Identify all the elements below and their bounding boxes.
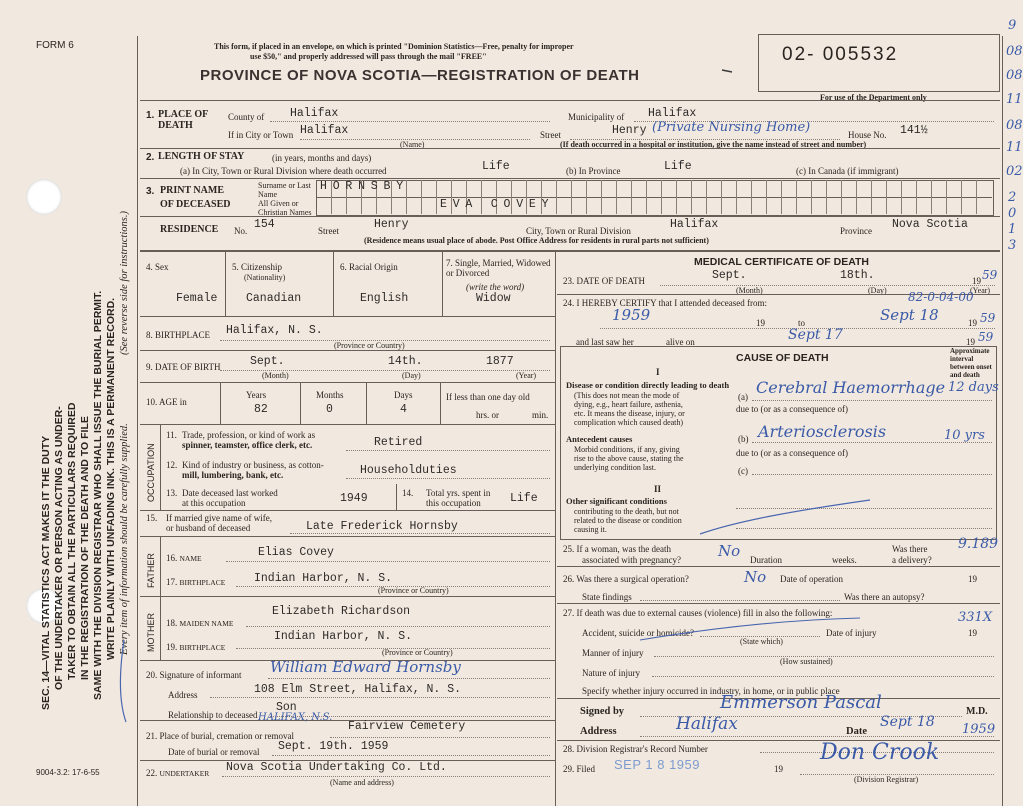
death-month-value: Sept. <box>712 269 747 282</box>
signed-date-value: Sept 18 <box>880 714 935 730</box>
undertaker-label: UNDERTAKER <box>159 769 210 778</box>
cause-c-marker: (c) <box>738 466 748 476</box>
father-name-label: NAME <box>179 554 202 563</box>
margin-code-3: 08 <box>1006 68 1023 83</box>
item-22-label: 22. UNDERTAKER <box>146 768 210 778</box>
margin-code-10: 1 <box>1008 222 1017 237</box>
age-days-value: 4 <box>400 403 407 416</box>
father-birthplace-value: Indian Harbor, N. S. <box>254 572 393 585</box>
physician-signature: Emmerson Pascal <box>720 692 882 713</box>
street-label: Street <box>540 130 561 140</box>
residence-note: (Residence means usual place of abode. Post Office Address for residents in rural parts not sufficient) <box>364 236 709 245</box>
item-28-label: 28. Division Registrar's Record Number <box>563 744 708 754</box>
disease-note-1: (This does not mean the mode of <box>574 391 680 400</box>
father-name-value: Elias Covey <box>258 546 334 559</box>
antecedent-note-2: rise to the above cause, stating the <box>574 454 684 463</box>
item-26-label: 26. Was there a surgical operation? <box>563 574 689 584</box>
dob-month-caption: (Month) <box>262 371 289 380</box>
birthplace-value: Halifax, N. S. <box>226 324 323 337</box>
age-months-label: Months <box>316 390 344 400</box>
item-16-label: 16. NAME <box>166 553 202 563</box>
part-i-label: I <box>656 367 660 377</box>
informant-address-label: Address <box>168 690 198 700</box>
name-grid-cell <box>556 180 557 214</box>
accident-label: Accident, suicide or homicide? <box>582 628 694 638</box>
relationship-value: Son <box>276 701 297 714</box>
last-saw-year: 59 <box>978 330 994 344</box>
citizenship-label: Citizenship <box>241 262 282 272</box>
last-worked-value: 1949 <box>340 492 368 505</box>
length-of-stay-sub: (in years, months and days) <box>272 153 372 163</box>
to-label: to <box>798 318 806 328</box>
item-11-label: 11. <box>166 430 177 440</box>
record-number-label: Division Registrar's Record Number <box>576 744 708 754</box>
stay-city-label: (a) In City, Town or Rural Division where death occurred <box>180 166 387 176</box>
certify-label: I HEREBY CERTIFY that I attended deceased from: <box>576 298 767 308</box>
filed-stamp: SEP 1 8 1959 <box>614 757 700 772</box>
sex-value: Female <box>176 292 218 305</box>
death-day-value: 18th. <box>840 269 875 282</box>
weeks-label: weeks. <box>832 555 857 565</box>
informant-signature: William Edward Hornsby <box>270 658 461 676</box>
name-grid-cell <box>961 180 962 214</box>
attended-to-year: 59 <box>980 311 996 325</box>
total-years-label-2: this occupation <box>426 498 481 508</box>
envelope-note-1: This form, if placed in an envelope, on which is printed "Dominion Statistics—Free, penalty for improper <box>214 42 574 51</box>
citizenship-value: Canadian <box>246 292 302 305</box>
side-instructions-2: OF THE UNDERTAKER OR PERSON ACTING AS UNDER- <box>53 406 65 690</box>
filed-label: Filed <box>576 764 596 774</box>
trade-value: Retired <box>374 436 423 449</box>
municipality-label: Municipality of <box>568 112 625 122</box>
cause-a-value: Cerebral Haemorrhage <box>756 378 946 397</box>
registrar-caption: (Division Registrar) <box>854 775 919 784</box>
form-title: PROVINCE OF NOVA SCOTIA—REGISTRATION OF DEATH <box>200 67 640 84</box>
death-year-caption: (Year) <box>970 286 991 295</box>
item-6-label: 6. Racial Origin <box>340 262 398 272</box>
attended-from-value: 1959 <box>612 306 651 324</box>
item-3-number: 3. <box>146 186 155 197</box>
item-20-label: 20. Signature of informant <box>146 670 242 680</box>
cause-of-death-header: CAUSE OF DEATH <box>736 352 829 364</box>
margin-code-7: 02 <box>1006 164 1023 179</box>
name-grid-cell <box>781 180 782 214</box>
disease-label: Disease or condition directly leading to death <box>566 380 730 390</box>
father-side-label: FATHER <box>146 553 156 588</box>
burial-place-value: Fairview Cemetery <box>348 720 466 733</box>
registration-number: 02- 005532 <box>782 44 899 65</box>
surgery-answer: No <box>744 568 767 586</box>
undertaker-value: Nova Scotia Undertaking Co. Ltd. <box>226 761 447 774</box>
name-grid-cell <box>601 180 602 214</box>
margin-code-5: 08 <box>1006 118 1023 133</box>
mother-maiden-value: Elizabeth Richardson <box>272 605 411 618</box>
last-saw-19: 19 <box>966 337 975 347</box>
physician-address-value: Halifax <box>676 714 738 734</box>
burial-place-prefix: HALIFAX, N.S. <box>258 712 333 723</box>
antecedent-label: Antecedent causes <box>566 434 633 444</box>
death-month-caption: (Month) <box>736 286 763 295</box>
trade-label-1: Trade, profession, or kind of work as <box>182 430 316 440</box>
county-label: County of <box>228 112 265 122</box>
street-value: Henry <box>612 124 647 137</box>
stay-province-value: Life <box>664 160 692 173</box>
dob-day-caption: (Day) <box>402 371 421 380</box>
spouse-value: Late Frederick Hornsby <box>306 520 458 533</box>
print-name-label: PRINT NAME <box>160 185 224 196</box>
name-grid-cell <box>721 180 722 214</box>
relationship-label: Relationship to deceased <box>168 710 258 720</box>
residence-street-label: Street <box>318 226 339 236</box>
city-label: If in City or Town <box>228 130 294 140</box>
filed-year-19: 19 <box>774 764 783 774</box>
father-birthplace-caption: (Province or Country) <box>378 586 449 595</box>
disease-note-3: etc. It means the disease, injury, or <box>574 409 685 418</box>
item-10-label: 10. AGE in <box>146 397 187 407</box>
side-instructions-5: SAME WITH THE DIVISION REGISTRAR WHO SHALL ISSUE THE BURIAL PERMIT. <box>92 290 104 700</box>
of-deceased-label: OF DECEASED <box>160 199 231 210</box>
name-grid-cell <box>931 180 932 214</box>
sex-label: Sex <box>155 262 169 272</box>
dob-year: 1877 <box>486 355 514 368</box>
informant-address-value: 108 Elm Street, Halifax, N. S. <box>254 683 462 696</box>
other-note-3: causing it. <box>574 525 607 534</box>
birthplace-label: BIRTHPLACE <box>155 330 210 340</box>
name-grid-cell <box>811 180 812 214</box>
name-grid-cell <box>751 180 752 214</box>
cause-b-interval: 10 yrs <box>944 428 985 443</box>
state-findings-label: State findings <box>582 592 632 602</box>
birthplace-caption: (Province or Country) <box>334 341 405 350</box>
industry-label-1: Kind of industry or business, as cotton- <box>182 460 324 470</box>
total-years-value: Life <box>510 492 538 505</box>
margin-code-9: 0 <box>1008 206 1017 221</box>
name-grid-cell <box>886 180 887 214</box>
side-instructions-4: IN THE REGISTRATION OF THE DEATH AND TO FILE <box>79 416 91 680</box>
name-grid-cell <box>871 180 872 214</box>
envelope-note-2: use $50," and properly addressed will pass through the mail "FREE" <box>250 52 487 61</box>
residence-no-value: 154 <box>254 218 275 231</box>
item-7-label: 7. Single, Married, Widowed or Divorced <box>446 258 551 278</box>
death-day-caption: (Day) <box>868 286 887 295</box>
external-causes-label: If death was due to external causes (violence) fill in also the following: <box>576 608 833 618</box>
item-2-number: 2. <box>146 152 155 163</box>
due-to-label-b: due to (or as a consequence of) <box>736 448 848 458</box>
margin-code-11: 3 <box>1008 238 1017 253</box>
other-note-2: related to the disease or condition <box>574 516 682 525</box>
burial-date-label: Date of burial or removal <box>168 747 260 757</box>
physician-address-label: Address <box>580 726 617 737</box>
last-saw-label: and last saw her <box>576 337 634 347</box>
name-grid-cell <box>796 180 797 214</box>
alive-on-label: alive on <box>666 337 695 347</box>
interval-label: Approximate interval between onset and death <box>950 347 992 379</box>
city-value: Halifax <box>300 124 349 137</box>
informant-signature-label: Signature of informant <box>159 670 242 680</box>
age-label: AGE in <box>159 397 187 407</box>
injury-year-19: 19 <box>968 628 977 638</box>
injury-date-label: Date of injury <box>826 628 877 638</box>
side-instructions-1: SEC. 14—VITAL STATISTICS ACT MAKES IT THE DUTY <box>40 435 52 710</box>
disease-note-2: dying, e.g., heart failure, asthenia, <box>574 400 683 409</box>
name-grid-cell <box>571 180 572 214</box>
side-instructions-7: Every item of information should be carefully supplied. <box>119 423 130 655</box>
name-grid-cell <box>736 180 737 214</box>
residence-no-label: No. <box>234 226 248 236</box>
specify-label: Specify whether injury occurred in industry, in home, or in public place <box>582 686 840 696</box>
name-grid-cell <box>436 180 437 214</box>
name-grid-cell <box>676 180 677 214</box>
total-years-label-1: Total yrs. spent in <box>426 488 491 498</box>
city-name-caption: (Name) <box>400 140 425 149</box>
how-sustained-caption: (How sustained) <box>780 657 833 666</box>
marital-status-value: Widow <box>476 292 511 305</box>
part-ii-label: II <box>654 484 662 494</box>
undertaker-caption: (Name and address) <box>330 778 394 787</box>
side-instructions-8: (See reverse side for instructions.) <box>119 211 130 355</box>
industry-value: Householduties <box>360 464 457 477</box>
residence-label: RESIDENCE <box>160 224 219 235</box>
item-24-label: 24. I HEREBY CERTIFY that I attended deceased from: <box>563 298 767 308</box>
surname-label: Surname or Last Name <box>258 181 311 199</box>
burial-place-label: Place of burial, cremation or removal <box>159 731 294 741</box>
spouse-label-1: If married give name of wife, <box>166 513 272 523</box>
house-no-label: House No. <box>848 130 887 140</box>
name-grid-cell <box>706 180 707 214</box>
registrar-signature: Don Crook <box>820 740 940 765</box>
county-value: Halifax <box>290 107 339 120</box>
length-of-stay-label: LENGTH OF STAY <box>158 151 245 162</box>
dob-label: DATE OF BIRTH <box>155 362 221 372</box>
name-grid-cell <box>901 180 902 214</box>
death-year-value: 59 <box>982 268 998 282</box>
form-label: FORM 6 <box>36 40 74 51</box>
name-grid <box>316 180 994 216</box>
item-8-label: 8. BIRTHPLACE <box>146 330 210 340</box>
item-9-label: 9. DATE OF BIRTH <box>146 362 221 372</box>
code-annotation: 82-0-04-00 <box>908 290 974 304</box>
name-grid-cell <box>616 180 617 214</box>
residence-province-value: Nova Scotia <box>892 218 968 231</box>
industry-label-2: mill, lumbering, bank, etc. <box>182 470 284 480</box>
other-note-1: contributing to the death, but not <box>574 507 679 516</box>
antecedent-note-1: Morbid conditions, if any, giving <box>574 445 680 454</box>
attended-to-value: Sept 18 <box>880 306 939 324</box>
item-5-label: 5. Citizenship <box>232 262 282 272</box>
mother-birthplace-value: Indian Harbor, N. S. <box>274 630 413 643</box>
code-331x: 331X <box>958 610 993 625</box>
name-grid-cell <box>691 180 692 214</box>
side-instructions-3: TAKER TO OBTAIN ALL THE PARTICULARS REQUIRED <box>66 402 78 680</box>
stay-canada-label: (c) In Canada (if immigrant) <box>796 166 899 176</box>
binder-hole-top <box>26 179 62 215</box>
write-word-caption: (write the word) <box>466 282 525 292</box>
mother-maiden-label: MAIDEN NAME <box>179 619 234 628</box>
attended-from-19: 19 <box>756 318 765 328</box>
signed-date-label: Date <box>846 726 867 737</box>
name-grid-cell <box>946 180 947 214</box>
item-18-label: 18. MAIDEN NAME <box>166 618 234 628</box>
name-grid-cell <box>826 180 827 214</box>
dob-year-caption: (Year) <box>516 371 537 380</box>
manner-label: Manner of injury <box>582 648 644 658</box>
antecedent-note-3: underlying condition last. <box>574 463 656 472</box>
racial-origin-value: English <box>360 292 409 305</box>
name-grid-cell <box>661 180 662 214</box>
dob-day: 14th. <box>388 355 423 368</box>
state-which-caption: (State which) <box>740 637 783 646</box>
death-date-label: DATE OF DEATH <box>576 276 645 286</box>
father-birthplace-label: BIRTHPLACE <box>179 578 226 587</box>
name-grid-cell <box>631 180 632 214</box>
min-label: min. <box>532 410 549 420</box>
check-mark-stroke <box>722 70 732 72</box>
name-grid-cell <box>841 180 842 214</box>
cause-b-marker: (b) <box>738 434 749 444</box>
item-13-label: 13. <box>166 488 178 498</box>
item-1-number: 1. <box>146 110 155 121</box>
racial-origin-label: Racial Origin <box>349 262 398 272</box>
trade-label-2: spinner, teamster, office clerk, etc. <box>182 440 313 450</box>
item-21-label: 21. Place of burial, cremation or removal <box>146 731 294 741</box>
surname-value: HORNSBY <box>320 180 409 193</box>
side-instructions-6: WRITE PLAINLY WITH UNFADING INK. THIS IS A PERMANENT RECORD. <box>105 297 117 660</box>
hrs-label: hrs. or <box>476 410 499 420</box>
item-23-label: 23. DATE OF DEATH <box>563 276 645 286</box>
age-years-label: Years <box>246 390 267 400</box>
name-grid-cell <box>916 180 917 214</box>
house-no-value: 141½ <box>900 124 928 137</box>
item-4-label: 4. Sex <box>146 262 169 272</box>
item-27-label: 27. If death was due to external causes (violence) fill in also the following: <box>563 608 833 618</box>
name-grid-cell <box>976 180 977 214</box>
name-grid-cell <box>586 180 587 214</box>
operation-date-label: Date of operation <box>780 574 843 584</box>
attended-to-19: 19 <box>968 318 977 328</box>
disease-note-4: complication which caused death) <box>574 418 684 427</box>
other-conditions-label: Other significant conditions <box>566 496 667 506</box>
cause-a-marker: (a) <box>738 392 748 402</box>
margin-code-8: 2 <box>1008 190 1017 205</box>
duration-label: Duration <box>750 555 782 565</box>
place-of-death-label: PLACE OF DEATH <box>158 109 208 131</box>
mother-birthplace-caption: (Province or Country) <box>382 648 453 657</box>
under-day-label: If less than one day old <box>446 392 530 402</box>
margin-code-2: 08 <box>1006 44 1023 59</box>
residence-street-value: Henry <box>374 218 409 231</box>
item-12-label: 12. <box>166 460 178 470</box>
item-29-label: 29. Filed <box>563 764 596 774</box>
residence-city-value: Halifax <box>670 218 719 231</box>
age-months-value: 0 <box>326 403 333 416</box>
street-note: (Private Nursing Home) <box>652 120 811 135</box>
last-worked-label-2: at this occupation <box>182 498 246 508</box>
margin-code-1: 9 <box>1008 18 1017 33</box>
item-15-label: 15. <box>146 513 158 523</box>
margin-code-4: 11 <box>1006 92 1023 107</box>
surgery-label: Was there a surgical operation? <box>576 574 689 584</box>
marital-status-label: Single, Married, Widowed or Divorced <box>446 258 551 278</box>
item-14-label: 14. <box>402 488 414 498</box>
cause-b-value: Arteriosclerosis <box>758 422 887 441</box>
dob-month: Sept. <box>250 355 285 368</box>
municipality-value: Halifax <box>648 107 697 120</box>
residence-city-label: City, Town or Rural Division <box>526 226 631 236</box>
department-use-label: For use of the Department only <box>820 93 927 102</box>
item-17-label: 17. BIRTHPLACE <box>166 577 226 587</box>
residence-province-label: Province <box>840 226 872 236</box>
margin-code-6: 11 <box>1006 140 1023 155</box>
burial-date-value: Sept. 19th. 1959 <box>278 740 389 753</box>
cause-a-interval: 12 days <box>948 380 999 395</box>
pregnancy-label-2: associated with pregnancy? <box>582 555 681 565</box>
spouse-label-2: or husband of deceased <box>166 523 251 533</box>
name-grid-cell <box>766 180 767 214</box>
operation-year-19: 19 <box>968 574 977 584</box>
age-years-value: 82 <box>254 403 268 416</box>
hospital-note: (If death occurred in a hospital or institution, give the name instead of street and number) <box>560 140 867 149</box>
nature-label: Nature of injury <box>582 668 640 678</box>
medical-certificate-header: MEDICAL CERTIFICATE OF DEATH <box>694 256 869 268</box>
item-25-label: 25. If a woman, was the death <box>563 544 671 554</box>
given-names-value: EVA COVEY <box>440 198 555 211</box>
pregnancy-answer: No <box>718 542 741 560</box>
name-grid-cell <box>856 180 857 214</box>
age-days-label: Days <box>394 390 413 400</box>
name-grid-cell <box>421 180 422 214</box>
item-19-label: 19. BIRTHPLACE <box>166 642 226 652</box>
pregnancy-label: If a woman, was the death <box>576 544 671 554</box>
delivery-label: Was there <box>892 544 928 554</box>
name-grid-cell <box>646 180 647 214</box>
delivery-code: 9.189 <box>958 536 999 552</box>
stay-province-label: (b) In Province <box>566 166 621 176</box>
occupation-side-label: OCCUPATION <box>146 443 156 502</box>
delivery-label-2: a delivery? <box>892 555 932 565</box>
nationality-caption: (Nationality) <box>244 273 286 282</box>
md-label: M.D. <box>966 706 988 717</box>
last-saw-date-value: Sept 17 <box>788 327 843 343</box>
signed-date-year: 1959 <box>962 722 996 737</box>
form-code: 9004-3.2: 17-6-55 <box>36 768 100 777</box>
death-year-prefix: 19 <box>972 276 981 286</box>
mother-birthplace-label: BIRTHPLACE <box>179 643 226 652</box>
due-to-label-a: due to (or as a consequence of) <box>736 404 848 414</box>
signed-by-label: Signed by <box>580 706 625 717</box>
stay-city-value: Life <box>482 160 510 173</box>
mother-side-label: MOTHER <box>146 613 156 652</box>
last-worked-label-1: Date deceased last worked <box>182 488 278 498</box>
autopsy-label: Was there an autopsy? <box>844 592 925 602</box>
given-names-label: All Given or Christian Names <box>258 199 312 217</box>
